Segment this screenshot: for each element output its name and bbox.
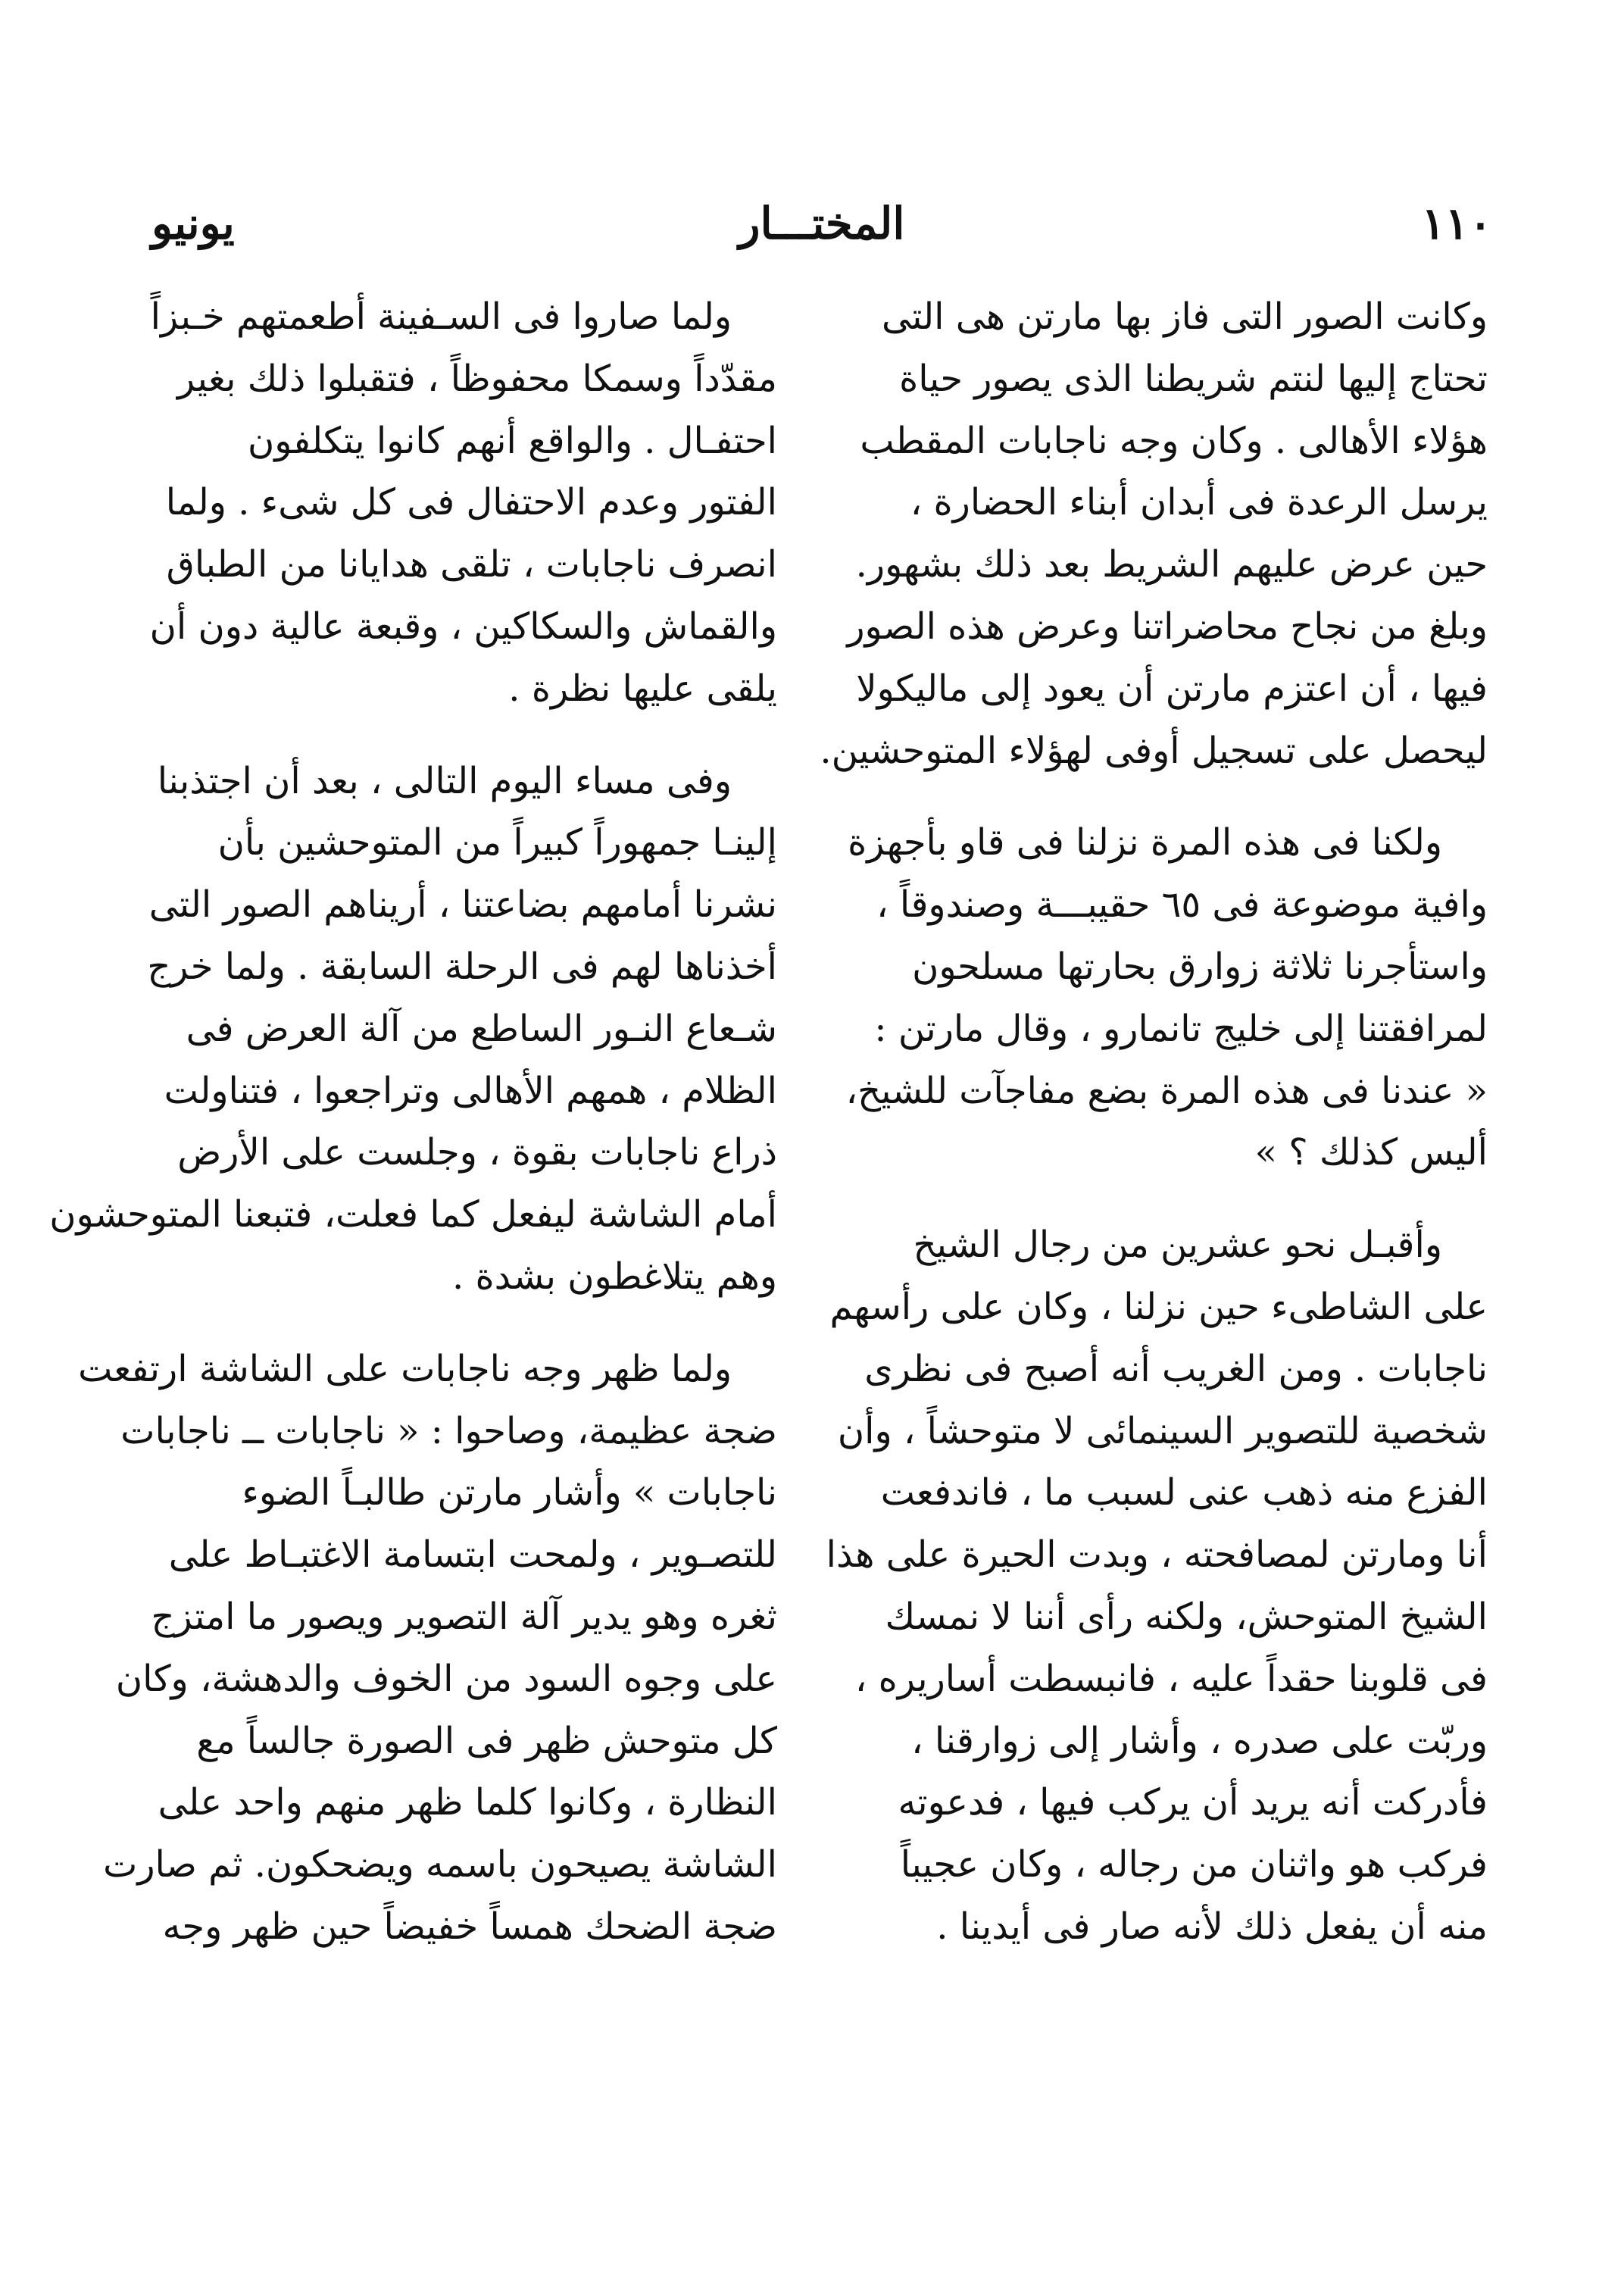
text-line: للتصـوير ، ولمحت ابتسامة الاغتبـاط على xyxy=(168,1533,777,1577)
text-line: ولما ظهر وجه ناجابات على الشاشة ارتفعت xyxy=(78,1347,732,1390)
text-line: أنا ومارتن لمصافحته ، وبدت الحيرة على هذا xyxy=(826,1533,1488,1577)
paragraph-gap xyxy=(148,1308,777,1339)
text-line: وفى مساء اليوم التالى ، بعد أن اجتذبنا xyxy=(157,759,732,802)
text-line: وبلغ من نجاح محاضراتنا وعرض هذه الصور xyxy=(847,605,1488,648)
text-line: الشيخ المتوحش، ولكنه رأى أننا لا نمسك xyxy=(885,1595,1488,1638)
text-line: والقماش والسكاكين ، وقبعة عالية دون أن xyxy=(149,605,777,648)
text-line: ضجة عظيمة، وصاحوا : « ناجابات ــ ناجابات xyxy=(120,1409,777,1452)
text-line: هؤلاء الأهالى . وكان وجه ناجابات المقطب xyxy=(860,419,1488,462)
text-line: النظارة ، وكانوا كلما ظهر منهم واحد على xyxy=(158,1781,777,1824)
text-line: مقدّداً وسمكا محفوظاً ، فتقبلوا ذلك بغير xyxy=(177,357,777,400)
text-line: ليحصل على تسجيل أوفى لهؤلاء المتوحشين. xyxy=(820,729,1488,772)
text-line: الفتور وعدم الاحتفال فى كل شىء . ولما xyxy=(165,481,777,524)
text-line: شـعاع النـور الساطع من آلة العرض فى xyxy=(186,1007,777,1050)
text-line: يرسل الرعدة فى أبدان أبناء الحضارة ، xyxy=(910,481,1488,524)
text-line: أمام الشاشة ليفعل كما فعلت، فتبعنا المتوحشون xyxy=(49,1193,777,1236)
text-line: ناجابات » وأشار مارتن طالبـاً الضوء xyxy=(242,1471,777,1514)
text-line: انصرف ناجابات ، تلقى هدايانا من الطباق xyxy=(166,543,777,586)
text-line: شخصية للتصوير السينمائى لا متوحشاً ، وأن xyxy=(837,1409,1488,1452)
text-line: على وجوه السود من الخوف والدهشة، وكان xyxy=(115,1657,777,1700)
text-line: فركب هو واثنان من رجاله ، وكان عجيباً xyxy=(900,1843,1488,1886)
text-line: حين عرض عليهم الشريط بعد ذلك بشهور. xyxy=(855,543,1488,586)
text-line: منه أن يفعل ذلك لأنه صار فى أيدينا . xyxy=(936,1905,1488,1948)
text-line: وافية موضوعة فى ٦٥ حقيبـــة وصندوقاً ، xyxy=(876,883,1488,927)
right-text-column xyxy=(820,286,1488,1958)
publication-title: المختـــار xyxy=(739,198,905,249)
text-line: على الشاطىء حين نزلنا ، وكان على رأسهم xyxy=(829,1285,1488,1328)
paragraph-gap xyxy=(859,1184,1488,1214)
text-line: وأقبـل نحو عشرين من رجال الشيخ xyxy=(913,1224,1442,1267)
text-line: ثغره وهو يدير آلة التصوير ويصور ما امتزج xyxy=(151,1595,777,1638)
text-line: ولما صاروا فى السـفينة أطعمتهم خـبزاً xyxy=(150,295,732,338)
page-header xyxy=(151,182,1492,265)
text-line: ذراع ناجابات بقوة ، وجلست على الأرض xyxy=(177,1131,777,1174)
text-line: نشرنا أمامهم بضاعتنا ، أريناهم الصور التى xyxy=(148,883,777,927)
text-line: أخذناها لهم فى الرحلة السابقة . ولما خرج xyxy=(147,945,777,988)
paragraph-gap xyxy=(859,782,1488,812)
text-line: لمرافقتنا إلى خليج تانمارو ، وقال مارتن : xyxy=(874,1007,1488,1050)
text-line: الظلام ، همهم الأهالى وتراجعوا ، فتناولت xyxy=(164,1069,777,1112)
text-line: وربّت على صدره ، وأشار إلى زوارقنا ، xyxy=(911,1719,1488,1762)
text-line: أليس كذلك ؟ » xyxy=(1254,1131,1488,1174)
text-line: ناجابات . ومن الغريب أنه أصبح فى نظرى xyxy=(864,1347,1488,1390)
text-line: يلقى عليها نظرة . xyxy=(508,667,777,710)
text-line: فيها ، أن اعتزم مارتن أن يعود إلى ماليكولا xyxy=(856,667,1488,710)
text-line: احتفـال . والواقع أنهم كانوا يتكلفون xyxy=(248,419,777,462)
text-line: كل متوحش ظهر فى الصورة جالساً مع xyxy=(196,1719,777,1762)
text-line: إلينـا جمهوراً كبيراً من المتوحشين بأن xyxy=(217,821,777,864)
text-line: وهم يتلاغطون بشدة . xyxy=(452,1255,777,1298)
page-number: ١١٠ xyxy=(1421,198,1492,249)
text-line: ضجة الضحك همساً خفيضاً حين ظهر وجه xyxy=(162,1905,777,1948)
text-line: الفزع منه ذهب عنى لسبب ما ، فاندفعت xyxy=(880,1471,1488,1514)
text-line: تحتاج إليها لنتم شريطنا الذى يصور حياة xyxy=(899,357,1488,400)
paragraph-gap xyxy=(148,720,777,751)
text-line: فى قلوبنا حقداً عليه ، فانبسطت أساريره ، xyxy=(854,1657,1488,1700)
text-line: « عندنا فى هذه المرة بضع مفاجآت للشيخ، xyxy=(845,1069,1488,1112)
text-line: واستأجرنا ثلاثة زوارق بحارتها مسلحون xyxy=(912,945,1488,988)
text-line: وكانت الصور التى فاز بها مارتن هى التى xyxy=(881,295,1488,338)
left-text-column xyxy=(49,286,777,1958)
issue-month: يونيو xyxy=(151,198,235,249)
text-line: فأدركت أنه يريد أن يركب فيها ، فدعوته xyxy=(898,1781,1488,1824)
text-line: الشاشة يصيحون باسمه ويضحكون. ثم صارت xyxy=(103,1843,777,1886)
text-line: ولكنا فى هذه المرة نزلنا فى قاو بأجهزة xyxy=(848,821,1442,864)
